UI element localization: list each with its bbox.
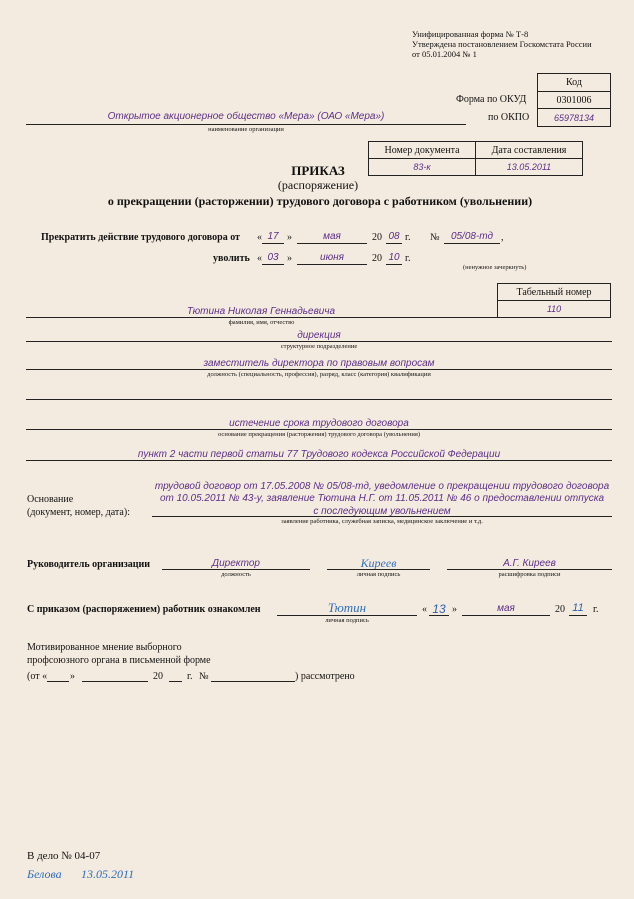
- quote-close: »: [452, 604, 457, 615]
- order-subtitle: (распоряжение): [277, 178, 359, 192]
- acquainted-label: С приказом (распоряжением) работник ознакомлен: [27, 604, 261, 615]
- quote-close: »: [287, 232, 292, 243]
- tabel-box: [497, 283, 611, 318]
- head-position: Директор: [212, 558, 260, 569]
- dismiss-month: июня: [320, 252, 344, 263]
- dismiss-day: 03: [267, 252, 279, 263]
- head-signature: Киреев: [360, 556, 397, 570]
- head-position-caption: должность: [221, 571, 251, 578]
- employee-position: заместитель директора по правовым вопросам: [203, 358, 435, 369]
- okpo-value: 65978134: [553, 112, 595, 123]
- basis-line2: от 10.05.2011 № 43-у, заявление Тютина Н.Г. от 11.05.2011 № 46 о предоставлении отпуска: [159, 493, 605, 504]
- basis-line3: с последующим увольнением: [313, 506, 451, 517]
- quote-close: »: [287, 253, 292, 264]
- quote-open: «: [422, 604, 427, 615]
- termination-article: пункт 2 части первой статьи 77 Трудового кодекса Российской Федерации: [137, 449, 501, 460]
- acquainted-month: мая: [497, 603, 515, 614]
- union-reviewed: ) рассмотрено: [295, 671, 355, 682]
- year-suffix: г.: [405, 232, 411, 243]
- terminate-day: 17: [267, 231, 279, 242]
- year-prefix: 20: [372, 232, 382, 243]
- employee-name: Тютина Николая Геннадьевича: [186, 306, 336, 317]
- okud-label: Форма по ОКУД: [456, 94, 527, 105]
- form-header-line1: Унифицированная форма № Т-8: [412, 29, 529, 39]
- year-prefix: 20: [153, 671, 163, 682]
- okpo-label: по ОКПО: [488, 112, 530, 123]
- quote-close: »: [70, 671, 75, 682]
- doc-number-value: 83-к: [369, 159, 476, 175]
- year-prefix: 20: [372, 253, 382, 264]
- doc-date-value: 13.05.2011: [506, 162, 552, 172]
- archive-name: Белова: [27, 867, 62, 881]
- strike-note: (ненужное зачеркнуть): [463, 264, 527, 271]
- contract-number: 05/08-тд: [450, 231, 494, 242]
- year-suffix: г.: [405, 253, 411, 264]
- department-caption: структурное подразделение: [280, 343, 358, 350]
- order-heading: о прекращении (расторжении) трудового договора с работником (увольнении): [107, 194, 533, 208]
- number-sign: №: [199, 671, 209, 682]
- employee-name-caption: фамилия, имя, отчество: [228, 319, 295, 326]
- grounds-caption: основание прекращения (расторжения) трудового договора (увольнения): [218, 431, 420, 438]
- basis-label-sub: (документ, номер, дата):: [27, 507, 130, 518]
- codes-box: [537, 73, 611, 127]
- tabel-value: 110: [546, 304, 562, 314]
- year-suffix: г.: [187, 671, 193, 682]
- basis-line1: трудовой договор от 17.05.2008 № 05/08-тд, уведомление о прекращении трудового договора: [154, 481, 610, 492]
- okud-value: 0301006: [538, 92, 610, 109]
- basis-label: Основание: [27, 494, 74, 505]
- organization-caption: наименование организации: [208, 126, 284, 133]
- tabel-header: Табельный номер: [498, 284, 610, 301]
- basis-caption: заявление работника, служебная записка, медицинское заключение и т.д.: [281, 518, 483, 525]
- archive-label: В дело № 04-07: [27, 850, 101, 862]
- head-label: Руководитель организации: [27, 559, 151, 570]
- doc-number-header: Номер документа: [369, 142, 476, 159]
- dismiss-label: уволить: [213, 253, 250, 264]
- employee-signature: Тютин: [327, 600, 367, 615]
- archive-date: 13.05.2011: [81, 867, 135, 881]
- employee-department: дирекция: [297, 330, 341, 341]
- head-decoding: А.Г. Киреев: [503, 558, 556, 569]
- doc-date-header: Дата составления: [476, 142, 582, 159]
- year-prefix: 20: [555, 604, 565, 615]
- number-sign: №: [430, 232, 440, 243]
- quote-open: «: [257, 232, 262, 243]
- head-signature-caption: личная подпись: [356, 571, 401, 578]
- position-caption: должность (специальность, профессия), разряд, класс (категория) квалификации: [207, 371, 431, 378]
- terminate-label: Прекратить действие трудового договора от: [41, 232, 240, 243]
- union-from: (от «: [27, 671, 48, 682]
- acquainted-year: 11: [572, 602, 584, 614]
- terminate-year: 08: [388, 231, 400, 242]
- union-line2: профсоюзного органа в письменной форме: [27, 655, 211, 666]
- form-header-line2: Утверждена постановлением Госкомстата России: [412, 39, 592, 49]
- dismiss-year: 10: [388, 252, 400, 263]
- organization-name: Открытое акционерное общество «Мера» (ОАО «Мера»): [107, 111, 385, 122]
- comma: ,: [501, 232, 504, 243]
- terminate-month: мая: [323, 231, 341, 242]
- termination-grounds: истечение срока трудового договора: [229, 418, 409, 429]
- year-suffix: г.: [593, 604, 599, 615]
- acquainted-day: 13: [432, 602, 446, 616]
- head-decoding-caption: расшифровка подписи: [498, 571, 561, 578]
- kod-header: Код: [538, 74, 610, 92]
- order-title: ПРИКАЗ: [291, 163, 345, 178]
- document-table: [368, 141, 583, 176]
- quote-open: «: [257, 253, 262, 264]
- employee-signature-caption: личная подпись: [325, 617, 369, 624]
- form-header-line3: от 05.01.2004 № 1: [412, 49, 477, 59]
- union-line1: Мотивированное мнение выборного: [27, 642, 182, 653]
